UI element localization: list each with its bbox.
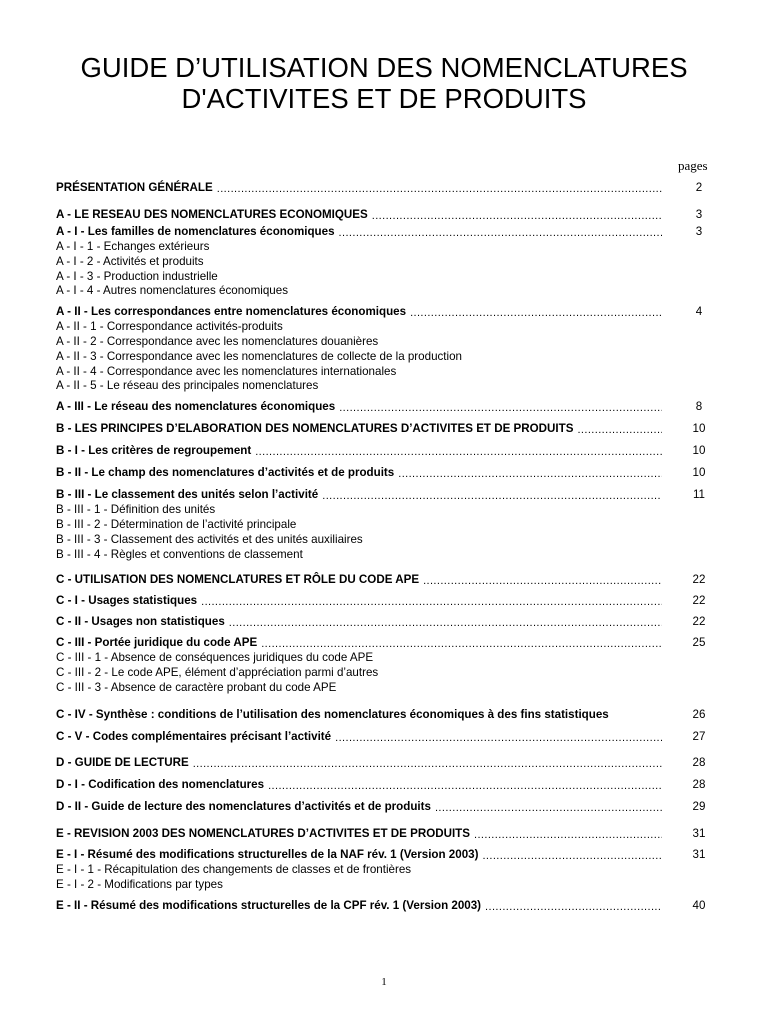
toc-page-number: 26 bbox=[692, 707, 706, 721]
toc-subsection[interactable]: C - III - 2 - Le code APE, élément d’appréciation parmi d’autres bbox=[56, 666, 379, 680]
toc-heading-row[interactable] bbox=[56, 206, 728, 223]
toc-heading-row[interactable] bbox=[56, 464, 728, 481]
toc-page-number: 8 bbox=[695, 400, 703, 414]
toc-page-number: 31 bbox=[692, 826, 706, 840]
toc-subsection[interactable]: B - III - 1 - Définition des unités bbox=[56, 503, 216, 517]
toc-heading-row[interactable] bbox=[56, 706, 728, 723]
toc-heading-label: E - I - Résumé des modifications structurelles de la NAF rév. 1 (Version 2003) bbox=[56, 847, 479, 861]
toc-heading-label: B - I - Les critères de regroupement bbox=[56, 444, 252, 458]
toc-subsection[interactable]: C - III - 1 - Absence de conséquences juridiques du code APE bbox=[56, 651, 374, 665]
dot-leader bbox=[201, 595, 662, 609]
dot-leader bbox=[577, 423, 662, 437]
toc-entry bbox=[56, 846, 728, 893]
toc-entry bbox=[56, 420, 728, 437]
dot-leader bbox=[435, 801, 662, 815]
toc-entry bbox=[56, 303, 728, 394]
toc-heading-row[interactable] bbox=[56, 398, 728, 415]
toc-subsection[interactable]: A - II - 4 - Correspondance avec les nomenclatures internationales bbox=[56, 364, 397, 378]
toc-heading-row[interactable] bbox=[56, 442, 728, 459]
toc-page-number: 10 bbox=[692, 466, 706, 480]
toc-heading-label: C - IV - Synthèse : conditions de l’utilisation des nomenclatures économiques à des fins statistiques bbox=[56, 707, 609, 721]
toc-heading-label: A - I - Les familles de nomenclatures économiques bbox=[56, 225, 335, 238]
toc-entry bbox=[56, 486, 728, 562]
toc-heading-row[interactable] bbox=[56, 571, 728, 588]
toc-page-number: 31 bbox=[692, 847, 706, 861]
dot-leader bbox=[268, 779, 662, 793]
toc-entry bbox=[56, 464, 728, 481]
toc-heading-row[interactable] bbox=[56, 634, 728, 651]
toc-heading-label: C - I - Usages statistiques bbox=[56, 594, 198, 608]
dot-leader bbox=[217, 182, 662, 196]
toc-entry bbox=[56, 754, 728, 771]
page-number: 1 bbox=[381, 976, 387, 988]
toc-subsection[interactable]: A - II - 2 - Correspondance avec les nomenclatures douanières bbox=[56, 334, 379, 348]
toc-heading-label: C - UTILISATION DES NOMENCLATURES ET RÔLE DU CODE APE bbox=[56, 573, 420, 587]
toc-subsection[interactable]: A - I - 2 - Activités et produits bbox=[56, 254, 204, 268]
toc-entry bbox=[56, 728, 728, 745]
toc-heading-label: PRÉSENTATION GÉNÉRALE bbox=[56, 181, 213, 194]
toc-heading-label: D - II - Guide de lecture des nomenclatures d’activités et de produits bbox=[56, 799, 431, 813]
toc-subsection[interactable]: A - II - 1 - Correspondance activités-produits bbox=[56, 320, 283, 334]
toc-heading-label: C - III - Portée juridique du code APE bbox=[56, 636, 258, 650]
toc-page-number: 40 bbox=[692, 899, 706, 913]
toc-page-number: 28 bbox=[692, 777, 706, 791]
toc-entry bbox=[56, 776, 728, 793]
toc-entry bbox=[56, 825, 728, 842]
toc-heading-label: B - LES PRINCIPES D’ELABORATION DES NOMENCLATURES D’ACTIVITES ET DE PRODUITS bbox=[56, 422, 574, 436]
dot-leader bbox=[398, 467, 662, 481]
title-line-1: GUIDE D’UTILISATION DES NOMENCLATURES bbox=[80, 52, 688, 83]
title-line-2: D'ACTIVITES ET DE PRODUITS bbox=[181, 83, 587, 114]
toc-heading-label: C - II - Usages non statistiques bbox=[56, 615, 225, 629]
toc-page-number: 3 bbox=[695, 208, 703, 221]
toc-page-number: 10 bbox=[692, 444, 706, 458]
toc-heading-label: A - III - Le réseau des nomenclatures économiques bbox=[56, 400, 336, 414]
toc-entry bbox=[56, 798, 728, 815]
toc-entry bbox=[56, 398, 728, 415]
toc-page-number: 25 bbox=[692, 636, 706, 650]
dot-leader bbox=[485, 900, 662, 914]
toc-heading-label: C - V - Codes complémentaires précisant l’activité bbox=[56, 729, 332, 743]
toc-heading-row[interactable] bbox=[56, 776, 728, 793]
dot-leader bbox=[193, 757, 662, 771]
toc-subsection[interactable]: A - II - 3 - Correspondance avec les nomenclatures de collecte de la production bbox=[56, 349, 463, 363]
toc-subsection[interactable]: A - I - 3 - Production industrielle bbox=[56, 269, 218, 283]
toc-entry bbox=[56, 634, 728, 695]
toc-page-number: 4 bbox=[695, 305, 703, 319]
toc-subsection[interactable]: B - III - 4 - Règles et conventions de classement bbox=[56, 547, 303, 561]
toc-entry bbox=[56, 897, 728, 914]
toc-heading-row[interactable] bbox=[56, 846, 728, 863]
toc-heading-label: B - II - Le champ des nomenclatures d’activités et de produits bbox=[56, 466, 395, 480]
dot-leader bbox=[423, 574, 662, 588]
dot-leader bbox=[339, 226, 662, 240]
toc-heading-row[interactable] bbox=[56, 754, 728, 771]
dot-leader bbox=[482, 849, 662, 863]
toc-heading-label: A - LE RESEAU DES NOMENCLATURES ECONOMIQUES bbox=[56, 208, 368, 221]
toc-subsection[interactable]: E - I - 1 - Récapitulation des changements de classes et de frontières bbox=[56, 862, 412, 876]
toc-page-number: 27 bbox=[692, 729, 706, 743]
toc-entry bbox=[56, 206, 728, 223]
toc-subsection[interactable]: B - III - 3 - Classement des activités et des unités auxiliaires bbox=[56, 532, 363, 546]
toc-entry bbox=[56, 179, 728, 196]
dot-leader bbox=[229, 616, 662, 630]
dot-leader bbox=[474, 828, 662, 842]
toc-heading-row[interactable] bbox=[56, 303, 728, 320]
toc-heading-row[interactable] bbox=[56, 613, 728, 630]
toc-page-number: 22 bbox=[692, 594, 706, 608]
toc-page-number: 22 bbox=[692, 615, 706, 629]
toc-page-number: 10 bbox=[692, 422, 706, 436]
toc-heading-row[interactable] bbox=[56, 420, 728, 437]
toc-entry bbox=[56, 442, 728, 459]
toc-heading-row[interactable] bbox=[56, 179, 728, 196]
toc-page-number: 11 bbox=[692, 488, 706, 502]
dot-leader bbox=[261, 637, 662, 651]
table-of-contents bbox=[56, 179, 728, 914]
toc-page-number: 3 bbox=[695, 225, 703, 238]
toc-heading-row[interactable] bbox=[56, 728, 728, 745]
dot-leader bbox=[335, 731, 662, 745]
toc-heading-row[interactable] bbox=[56, 897, 728, 914]
dot-leader bbox=[322, 489, 662, 503]
toc-subsection[interactable]: C - III - 3 - Absence de caractère probant du code APE bbox=[56, 680, 337, 694]
toc-subsection[interactable]: A - II - 5 - Le réseau des principales nomenclatures bbox=[56, 379, 319, 393]
toc-entry bbox=[56, 592, 728, 609]
toc-heading-label: E - REVISION 2003 DES NOMENCLATURES D’ACTIVITES ET DE PRODUITS bbox=[56, 826, 471, 840]
toc-heading-row[interactable] bbox=[56, 223, 728, 240]
toc-heading-label: B - III - Le classement des unités selon l’activité bbox=[56, 488, 319, 502]
toc-heading-label: E - II - Résumé des modifications structurelles de la CPF rév. 1 (Version 2003) bbox=[56, 899, 482, 913]
dot-leader bbox=[339, 401, 662, 415]
toc-entry bbox=[56, 613, 728, 630]
toc-entry bbox=[56, 706, 728, 723]
document-title bbox=[0, 52, 768, 114]
dot-leader bbox=[372, 209, 662, 223]
toc-page-number: 29 bbox=[692, 799, 706, 813]
toc-subsection[interactable]: B - III - 2 - Détermination de l’activité principale bbox=[56, 517, 297, 531]
toc-heading-row[interactable] bbox=[56, 798, 728, 815]
toc-entry bbox=[56, 571, 728, 588]
toc-heading-label: D - GUIDE DE LECTURE bbox=[56, 755, 189, 769]
toc-heading-label: D - I - Codification des nomenclatures bbox=[56, 777, 265, 791]
pages-column-header: pages bbox=[678, 158, 708, 173]
toc-subsection[interactable]: A - I - 4 - Autres nomenclatures économiques bbox=[56, 284, 288, 298]
toc-page-number: 2 bbox=[695, 181, 703, 194]
toc-heading-row[interactable] bbox=[56, 592, 728, 609]
toc-heading-row[interactable] bbox=[56, 825, 728, 842]
dot-leader bbox=[255, 445, 662, 459]
toc-subsection[interactable]: A - I - 1 - Echanges extérieurs bbox=[56, 240, 210, 253]
toc-entry bbox=[56, 223, 728, 299]
toc-heading-label: A - II - Les correspondances entre nomenclatures économiques bbox=[56, 305, 407, 319]
toc-page-number: 22 bbox=[692, 573, 706, 587]
toc-page-number: 28 bbox=[692, 755, 706, 769]
toc-heading-row[interactable] bbox=[56, 486, 728, 503]
toc-subsection[interactable]: E - I - 2 - Modifications par types bbox=[56, 877, 223, 891]
dot-leader bbox=[410, 306, 662, 320]
